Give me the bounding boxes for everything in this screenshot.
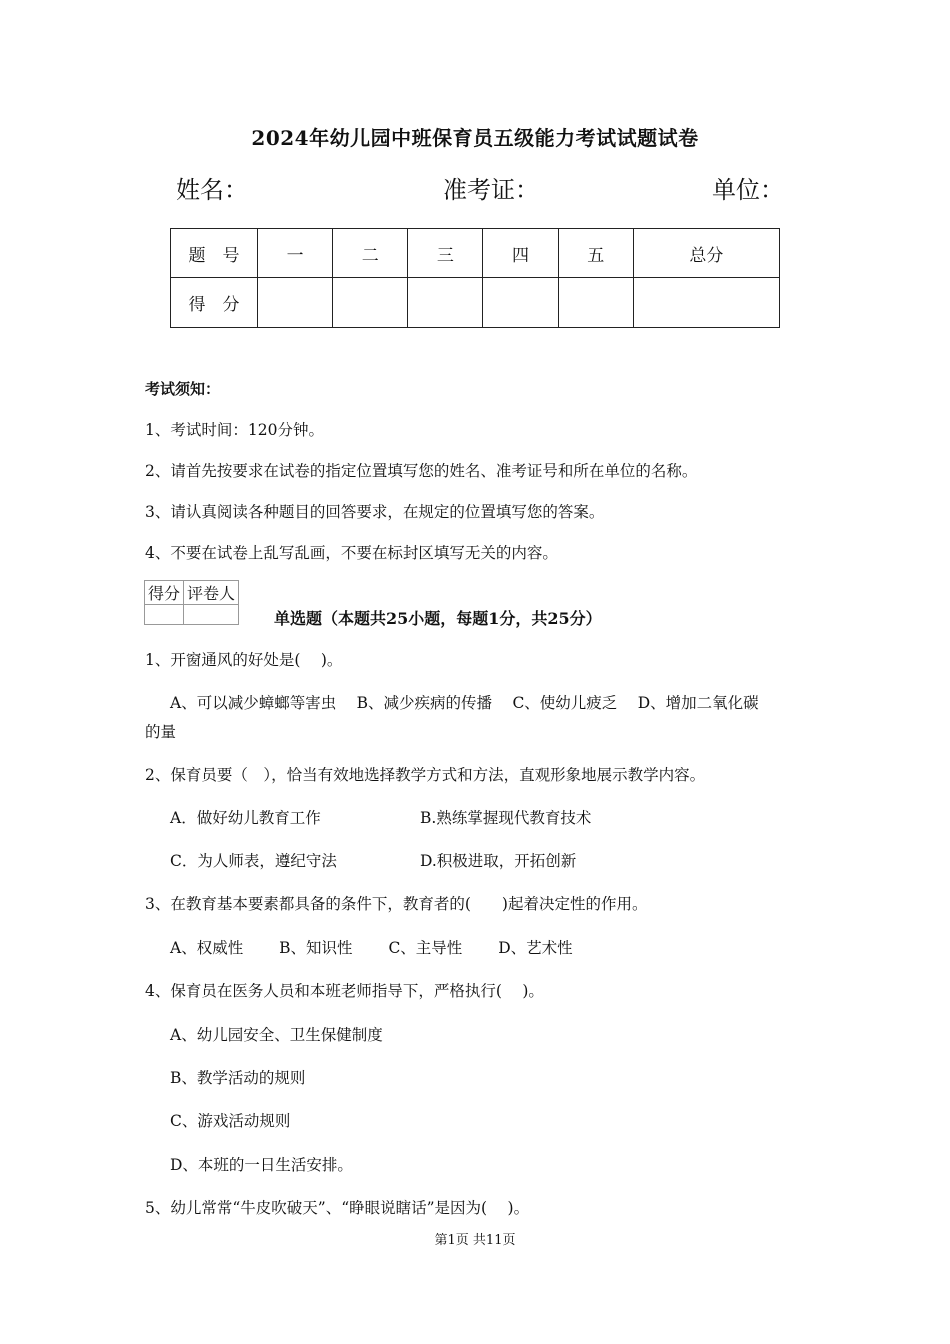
score-cell[interactable] xyxy=(408,278,483,328)
score-row-label: 得 分 xyxy=(171,278,258,328)
score-col-5: 五 xyxy=(558,229,633,278)
option-b: B、教学活动的规则 xyxy=(170,1069,306,1087)
score-cell[interactable] xyxy=(558,278,633,328)
option-d: D.积极进取，开拓创新 xyxy=(420,852,577,870)
score-cell[interactable] xyxy=(483,278,558,328)
page-footer: 第1页 共11页 xyxy=(434,1233,516,1248)
option-b: B.熟练掌握现代教育技术 xyxy=(420,809,592,827)
score-col-3: 三 xyxy=(408,229,483,278)
question-stem: 3、在教育基本要素都具备的条件下，教育者的( )起着决定性的作用。 xyxy=(145,895,648,913)
note-item: 3、请认真阅读各种题目的回答要求，在规定的位置填写您的答案。 xyxy=(145,503,605,521)
score-col-1: 一 xyxy=(258,229,333,278)
score-col-2: 二 xyxy=(333,229,408,278)
section-title: 单选题（本题共25小题，每题1分，共25分） xyxy=(274,609,602,628)
grader-score-label: 得分 xyxy=(145,581,184,605)
option-a: A．做好幼儿教育工作 xyxy=(170,809,321,827)
grader-name-label: 评卷人 xyxy=(184,581,239,605)
score-cell[interactable] xyxy=(633,278,779,328)
grader-score-cell[interactable] xyxy=(145,605,184,625)
name-field-label: 姓名： xyxy=(176,176,248,204)
note-item: 4、不要在试卷上乱写乱画，不要在标封区填写无关的内容。 xyxy=(145,544,558,562)
question-stem: 1、开窗通风的好处是( )。 xyxy=(145,651,343,669)
grader-box xyxy=(144,580,239,625)
exam-number-field-label: 准考证： xyxy=(443,176,539,204)
option-a: A、幼儿园安全、卫生保健制度 xyxy=(170,1026,383,1044)
question-stem: 2、保育员要（ ），恰当有效地选择教学方式和方法，直观形象地展示教学内容。 xyxy=(145,766,706,784)
option-c: C．为人师表，遵纪守法 xyxy=(170,852,337,870)
score-table-score-row xyxy=(171,278,780,328)
question-stem: 5、幼儿常常“牛皮吹破天”、“睁眼说瞎话”是因为( )。 xyxy=(145,1199,530,1217)
score-cell[interactable] xyxy=(258,278,333,328)
notes-heading: 考试须知： xyxy=(145,380,221,398)
grader-name-cell[interactable] xyxy=(184,605,239,625)
question-stem: 4、保育员在医务人员和本班老师指导下，严格执行( )。 xyxy=(145,982,544,1000)
question-options-continued: 的量 xyxy=(145,723,177,741)
note-item: 2、请首先按要求在试卷的指定位置填写您的姓名、准考证号和所在单位的名称。 xyxy=(145,462,698,480)
exam-title: 2024年幼儿园中班保育员五级能力考试试题试卷 xyxy=(251,126,699,150)
option-c: C、游戏活动规则 xyxy=(170,1112,291,1130)
option-d: D、本班的一日生活安排。 xyxy=(170,1156,353,1174)
score-table xyxy=(170,228,780,328)
note-item: 1、考试时间：120分钟。 xyxy=(145,421,324,439)
score-col-4: 四 xyxy=(483,229,558,278)
score-cell[interactable] xyxy=(333,278,408,328)
score-table-header-row xyxy=(171,229,780,278)
unit-field-label: 单位： xyxy=(712,176,784,204)
question-number-label: 题 号 xyxy=(171,229,258,278)
question-options: A、权威性 B、知识性 C、主导性 D、艺术性 xyxy=(170,939,573,957)
question-options: A、可以减少蟑螂等害虫 B、减少疾病的传播 C、使幼儿疲乏 D、增加二氧化碳 xyxy=(170,694,759,712)
score-col-total: 总分 xyxy=(633,229,779,278)
